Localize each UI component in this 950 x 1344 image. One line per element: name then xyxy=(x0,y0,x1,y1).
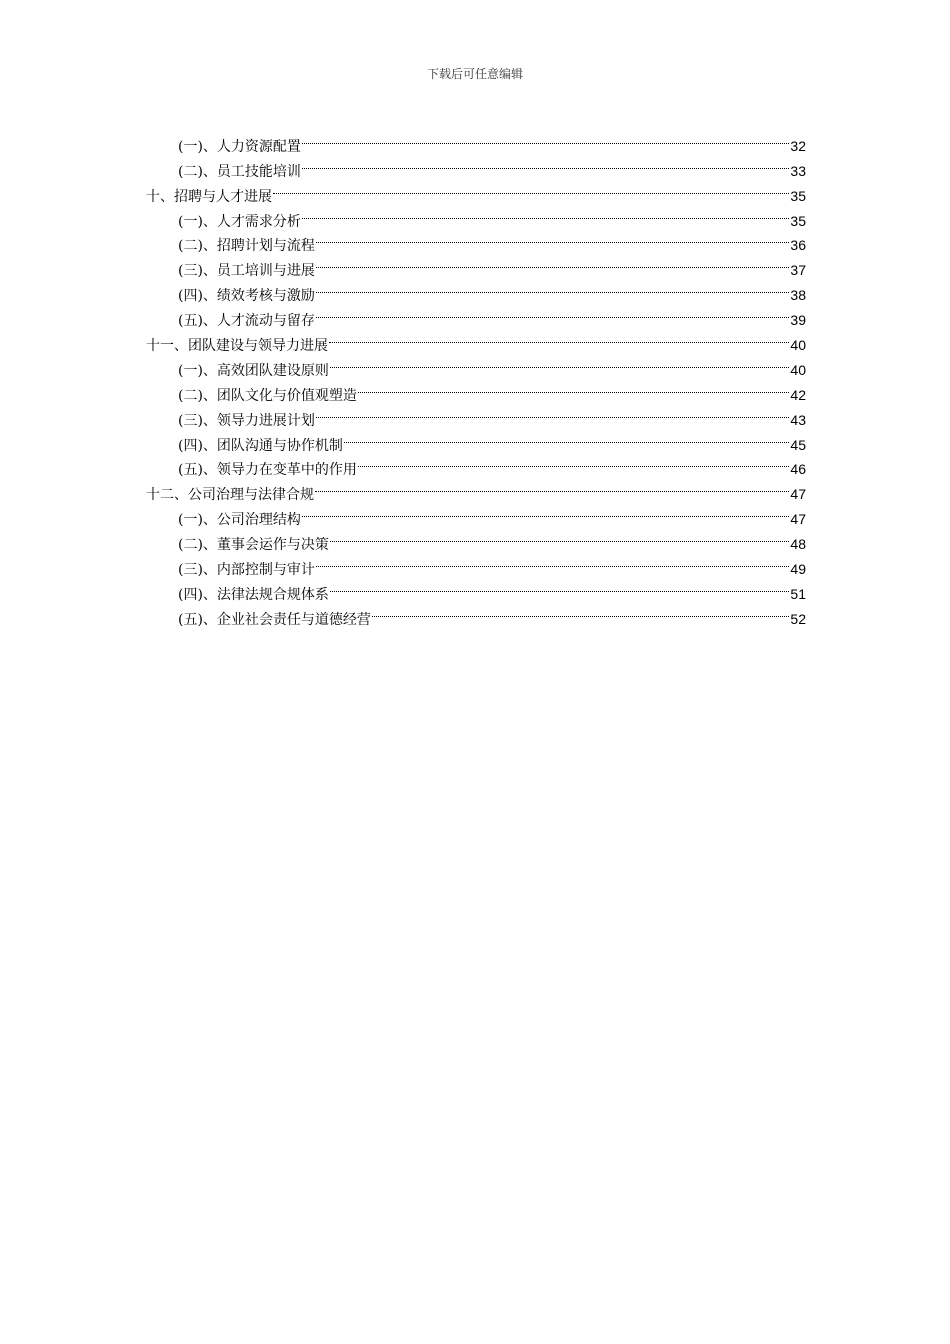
toc-dot-leader xyxy=(302,126,789,151)
toc-dot-leader xyxy=(358,375,789,400)
toc-dot-leader xyxy=(358,450,789,475)
toc-entry-page-number: 49 xyxy=(790,561,806,578)
toc-entry-title: (三)、领导力进展计划 xyxy=(178,412,315,429)
toc-dot-leader xyxy=(315,474,789,499)
toc-entry-title: (一)、人才需求分析 xyxy=(178,213,301,230)
toc-entry-title: (三)、员工培训与进展 xyxy=(178,263,315,280)
toc-dot-leader xyxy=(302,499,789,524)
toc-entry-page-number: 35 xyxy=(790,212,806,229)
toc-dot-leader xyxy=(316,400,789,425)
toc-entry-page-number: 45 xyxy=(790,436,806,453)
toc-entry-title: (四)、法律法规合规体系 xyxy=(178,586,329,603)
toc-entry-page-number: 47 xyxy=(790,486,806,503)
toc-dot-leader xyxy=(330,350,789,375)
toc-dot-leader xyxy=(316,226,789,251)
toc-entry-page-number: 42 xyxy=(790,386,806,403)
toc-entry-title: (五)、人才流动与留存 xyxy=(178,313,315,330)
toc-entry-title: (四)、团队沟通与协作机制 xyxy=(178,437,343,454)
table-of-contents xyxy=(146,126,806,628)
toc-dot-leader xyxy=(273,176,789,201)
toc-dot-leader xyxy=(330,574,789,599)
toc-entry-page-number: 37 xyxy=(790,262,806,279)
toc-dot-leader xyxy=(330,524,789,549)
toc-entry-title: (三)、内部控制与审计 xyxy=(178,562,315,579)
toc-entry-title: (二)、员工技能培训 xyxy=(178,163,301,180)
toc-entry-page-number: 33 xyxy=(790,162,806,179)
toc-entry-title: (四)、绩效考核与激励 xyxy=(178,288,315,305)
toc-dot-leader xyxy=(372,599,789,624)
page-header: 下载后可任意编辑 xyxy=(426,67,523,81)
toc-entry-title: (二)、团队文化与价值观塑造 xyxy=(178,387,357,404)
toc-entry-title: (一)、人力资源配置 xyxy=(178,138,301,155)
toc-entry-page-number: 43 xyxy=(790,411,806,428)
toc-entry-title: 十二、公司治理与法律合规 xyxy=(146,487,314,504)
toc-entry-page-number: 48 xyxy=(790,536,806,553)
toc-entry-title: (五)、领导力在变革中的作用 xyxy=(178,462,357,479)
toc-dot-leader xyxy=(302,151,789,176)
toc-entry-title: (一)、公司治理结构 xyxy=(178,512,301,529)
toc-entry-page-number: 32 xyxy=(790,137,806,154)
toc-entry-title: 十一、团队建设与领导力进展 xyxy=(146,338,328,355)
toc-entry-page-number: 40 xyxy=(790,361,806,378)
toc-entry-page-number: 51 xyxy=(790,585,806,602)
toc-entry-page-number: 38 xyxy=(790,287,806,304)
toc-entry-title: 十、招聘与人才进展 xyxy=(146,188,272,205)
toc-dot-leader xyxy=(316,250,789,275)
toc-entry-page-number: 46 xyxy=(790,461,806,478)
toc-entry-title: (五)、企业社会责任与道德经营 xyxy=(178,611,371,628)
toc-entry-page-number: 35 xyxy=(790,187,806,204)
toc-entry-title: (一)、高效团队建设原则 xyxy=(178,362,329,379)
toc-dot-leader xyxy=(329,325,789,350)
toc-dot-leader xyxy=(302,201,789,226)
toc-entry-page-number: 36 xyxy=(790,237,806,254)
toc-entry-title: (二)、董事会运作与决策 xyxy=(178,537,329,554)
toc-entry-page-number: 52 xyxy=(790,610,806,627)
toc-dot-leader xyxy=(316,275,789,300)
toc-dot-leader xyxy=(316,300,789,325)
toc-entry-page-number: 39 xyxy=(790,312,806,329)
toc-entry-page-number: 40 xyxy=(790,337,806,354)
toc-dot-leader xyxy=(316,549,789,574)
toc-entry-page-number: 47 xyxy=(790,511,806,528)
toc-entry-title: (二)、招聘计划与流程 xyxy=(178,238,315,255)
toc-dot-leader xyxy=(344,425,789,450)
toc-entry[interactable] xyxy=(146,126,806,155)
